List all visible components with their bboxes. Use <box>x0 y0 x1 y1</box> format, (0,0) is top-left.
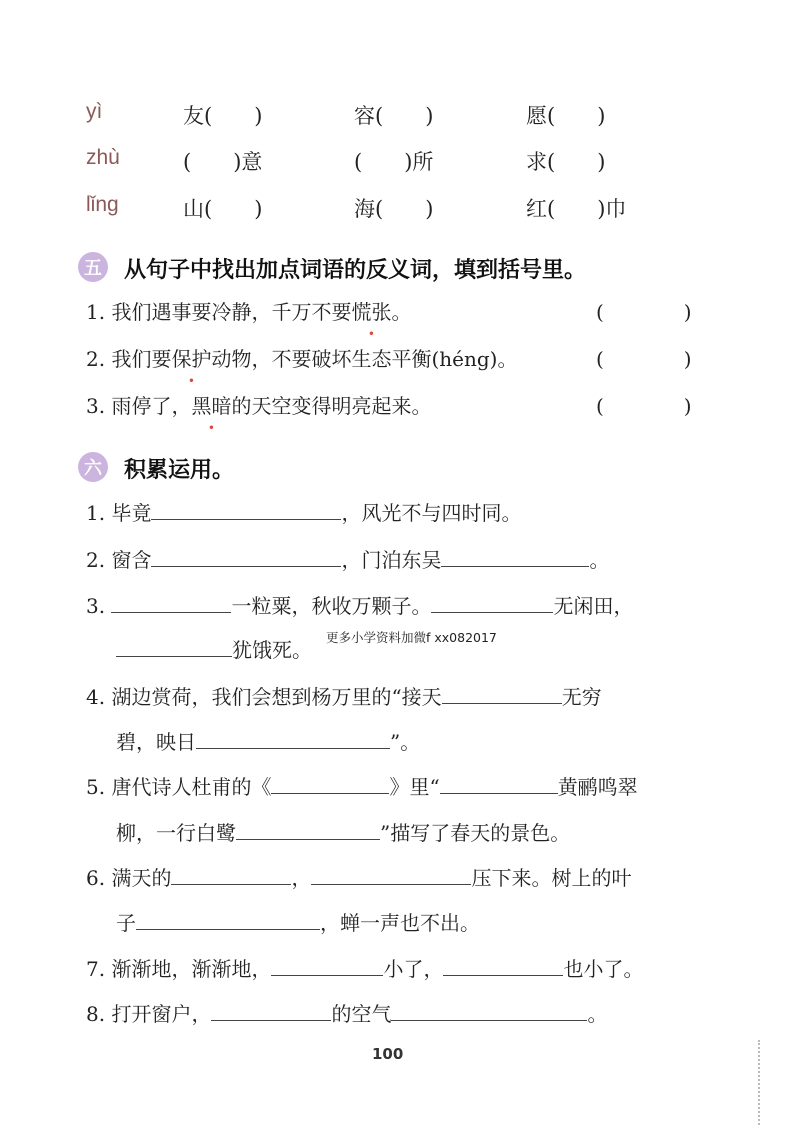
page-number: 100 <box>372 1045 404 1063</box>
answer-brackets[interactable]: ( ) <box>596 300 692 324</box>
page-edge-divider <box>756 1040 760 1125</box>
section-title: 从句子中找出加点词语的反义词，填到括号里。 <box>124 258 587 283</box>
pinyin-cell: 愿( ) <box>526 104 606 128</box>
fill-blank[interactable] <box>116 638 232 657</box>
exercise-item: 1. 我们遇事要冷静，千万不要慌张。 <box>86 296 411 325</box>
pinyin-cell: ( )意 <box>183 150 263 174</box>
pinyin-cell: 海( ) <box>354 197 434 221</box>
fill-blank[interactable] <box>271 957 383 976</box>
fill-blank[interactable] <box>211 1002 331 1021</box>
watermark-note: 更多小学资料加微f xx082017 <box>326 630 497 645</box>
exercise-item-continued: 碧，映日 ”。 <box>116 730 421 754</box>
pinyin-cell: ( )所 <box>354 150 434 174</box>
pinyin-cell: 友( ) <box>183 104 263 128</box>
fill-blank[interactable] <box>440 775 558 794</box>
fill-blank[interactable] <box>151 548 341 567</box>
fill-blank[interactable] <box>151 501 341 520</box>
fill-blank[interactable] <box>111 594 231 613</box>
pinyin-zhu: zhù <box>86 146 120 169</box>
exercise-item: 3. 一粒粟，秋收万颗子。 无闲田， <box>86 594 634 618</box>
fill-blank[interactable] <box>171 866 291 885</box>
exercise-item: 6. 满天的 ， 压下来。树上的叶 <box>86 866 632 890</box>
exercise-item: 5. 唐代诗人杜甫的《 》里“ 黄鹂鸣翠 <box>86 775 638 799</box>
dotted-word: 黑暗 <box>191 394 232 418</box>
exercise-item: 7. 渐渐地，渐渐地， 小了， 也小了。 <box>86 957 644 981</box>
fill-blank[interactable] <box>431 594 553 613</box>
fill-blank[interactable] <box>311 866 471 885</box>
fill-blank[interactable] <box>391 1002 587 1021</box>
fill-blank[interactable] <box>441 548 589 567</box>
exercise-item-continued: 犹饿死。 <box>116 634 312 663</box>
pinyin-ling: lǐng <box>86 193 119 216</box>
pinyin-yi: yì <box>86 100 103 123</box>
section-number-badge: 六 <box>78 452 108 482</box>
section-title: 积累运用。 <box>124 458 235 483</box>
pinyin-cell: 山( ) <box>183 197 263 221</box>
fill-blank[interactable] <box>136 911 320 930</box>
fill-blank[interactable] <box>443 957 563 976</box>
answer-brackets[interactable]: ( ) <box>596 347 692 371</box>
exercise-item: 2. 我们要保护动物，不要破坏生态平衡(héng)。 <box>86 343 517 372</box>
exercise-item: 1. 毕竟 ，风光不与四时同。 <box>86 501 522 525</box>
fill-blank[interactable] <box>271 775 389 794</box>
answer-brackets[interactable]: ( ) <box>596 394 692 418</box>
exercise-item: 4. 湖边赏荷，我们会想到杨万里的“接天 无穷 <box>86 685 602 709</box>
dotted-word: 慌张 <box>351 300 392 324</box>
exercise-item-continued: 子 ，蝉一声也不出。 <box>116 911 480 935</box>
exercise-item: 2. 窗含 ，门泊东吴 。 <box>86 548 610 572</box>
pinyin-cell: 求( ) <box>526 150 606 174</box>
fill-blank[interactable] <box>442 685 562 704</box>
fill-blank[interactable] <box>236 821 380 840</box>
section-number-badge: 五 <box>78 252 108 282</box>
fill-blank[interactable] <box>196 730 390 749</box>
dotted-word: 保护 <box>171 347 212 371</box>
exercise-item: 3. 雨停了，黑暗的天空变得明亮起来。 <box>86 390 431 419</box>
pinyin-cell: 容( ) <box>354 104 434 128</box>
exercise-item: 8. 打开窗户， 的空气 。 <box>86 1002 608 1026</box>
pinyin-cell: 红( )巾 <box>526 197 627 221</box>
exercise-item-continued: 柳，一行白鹭 ”描写了春天的景色。 <box>116 821 571 845</box>
